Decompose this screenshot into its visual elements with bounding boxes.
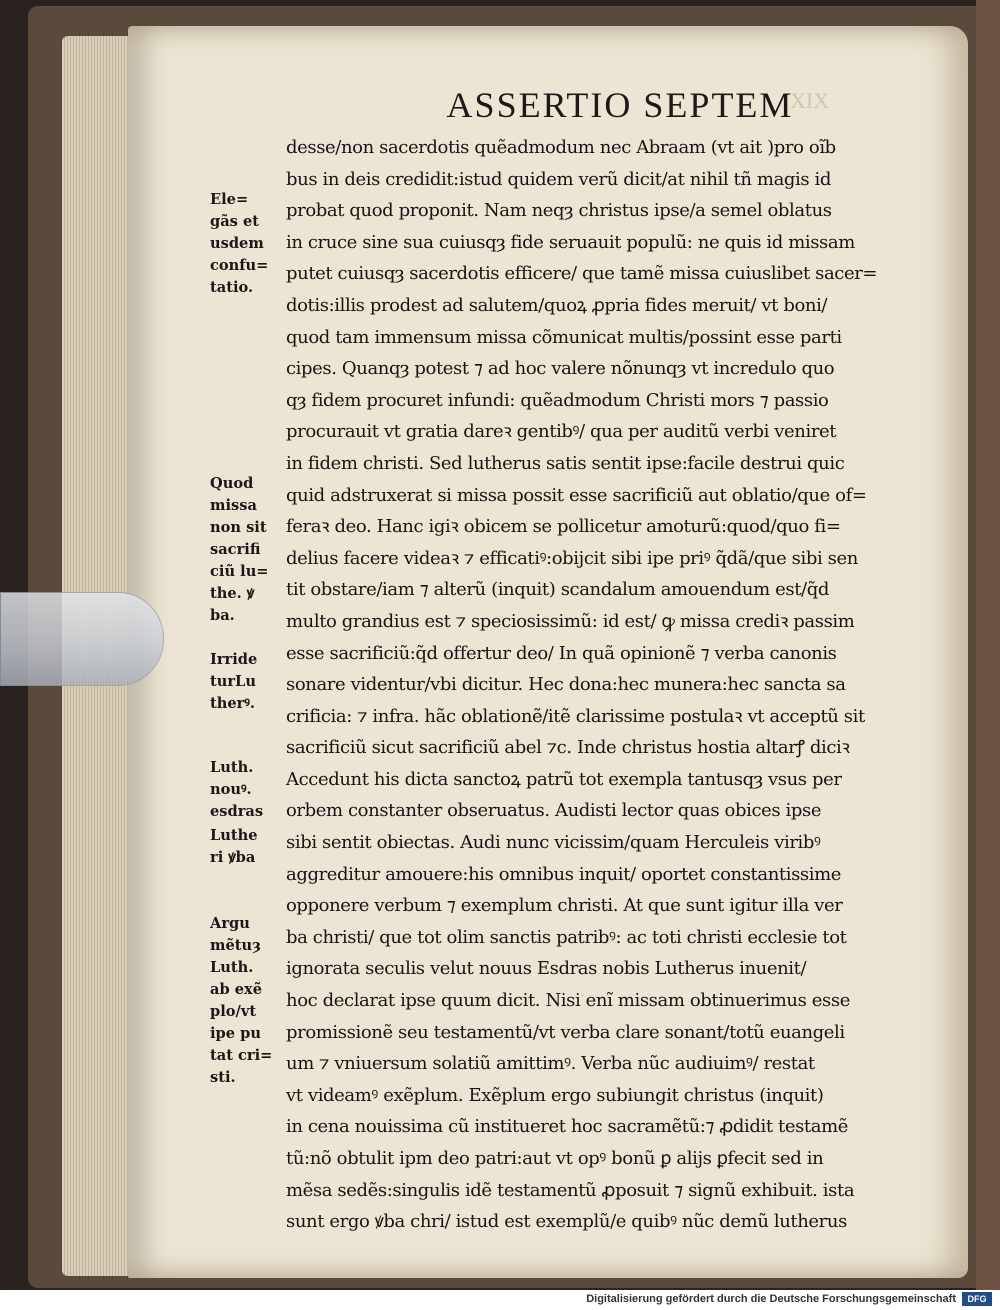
book-clasp-strap bbox=[0, 592, 164, 686]
margin-note-line: Luth. bbox=[210, 758, 254, 776]
text-line: in cruce sine sua cuiusqȝ fide seruauit populũ: ne quis id missam bbox=[286, 231, 855, 253]
text-line: promissionẽ seu testamentũ/vt verba clare sonant/totũ euangeli bbox=[286, 1021, 845, 1043]
text-line: sunt ergo ꝟba chri/ istud est exemplũ/e quibꝰ nũc demũ lutherus bbox=[286, 1211, 847, 1233]
margin-note-line: mẽtuȝ bbox=[210, 936, 261, 954]
text-line: sonare videntur/vbi dicitur. Hec dona:hec munera:hec sancta sa bbox=[286, 674, 846, 696]
margin-note-line: usdem bbox=[210, 234, 264, 252]
margin-note-line: Irride bbox=[210, 650, 258, 668]
margin-note-line: turLu bbox=[210, 672, 256, 690]
margin-note-irride bbox=[210, 648, 286, 714]
text-line: cipes. Quanqȝ potest ⁊ ad hoc valere nõnunqȝ vt incredulo quo bbox=[286, 358, 835, 380]
text-line: hoc declarat ipse quum dicit. Nisi enĩ missam obtinuerimus esse bbox=[286, 990, 850, 1012]
margin-note-line: ciũ lu= bbox=[210, 562, 269, 580]
text-line: sibi sentit obiectas. Audi nunc vicissim/quam Herculeis viribꝰ bbox=[286, 832, 821, 854]
text-line: in cena nouissima cũ institueret hoc sacramẽtũ:⁊ ꝓdidit testamẽ bbox=[286, 1116, 849, 1138]
running-head: ASSERTIO SEPTEM bbox=[446, 85, 794, 125]
margin-note-quod-missa bbox=[210, 472, 286, 626]
text-line: vt videamꝰ exẽplum. Exẽplum ergo subiungit christus (inquit) bbox=[286, 1084, 824, 1106]
margin-note-line: Luth. bbox=[210, 958, 254, 976]
margin-note-line: Argu bbox=[210, 914, 250, 932]
main-text-block bbox=[286, 132, 954, 1238]
margin-note-line: confu= bbox=[210, 256, 269, 274]
text-line: in fidem christi. Sed lutherus satis sentit ipse:facile destrui quic bbox=[286, 452, 845, 474]
margin-note-line: tat cri= bbox=[210, 1046, 273, 1064]
text-line: mẽsa sedẽs:singulis idẽ testamentũ ꝓposuit ⁊ signũ exhibuit. ista bbox=[286, 1179, 855, 1201]
margin-note-line: plo/vt bbox=[210, 1002, 257, 1020]
text-line: sacrificiũ sicut sacrificiũ abel ⁊c. Inde christus hostia altarꝭ diciꝛ bbox=[286, 737, 850, 759]
text-line: dotis:illis prodest ad salutem/quoꝝ ꝓpria fides meruit/ vt boni/ bbox=[286, 294, 828, 316]
text-line: ba christi/ que tot olim sanctis patribꝰ: ac toti christi ecclesie tot bbox=[286, 926, 847, 948]
text-line: orbem constanter obseruatus. Audisti lector quas obices ipse bbox=[286, 800, 822, 822]
text-line: Accedunt his dicta sanctoꝝ patrũ tot exempla tantusqȝ vsus per bbox=[286, 768, 842, 790]
margin-note-luth-nou bbox=[210, 756, 286, 822]
margin-note-line: tatio. bbox=[210, 278, 254, 296]
folio-number: XIX bbox=[790, 88, 830, 113]
margin-note-line: missa bbox=[210, 496, 257, 514]
text-line: quid adstruxerat si missa possit esse sacrificiũ aut oblatio/que of= bbox=[286, 484, 867, 506]
margin-note-line: Ele= bbox=[210, 190, 249, 208]
funding-credit: Digitalisierung gefördert durch die Deutsche Forschungsgemeinschaft bbox=[586, 1293, 956, 1305]
text-line: bus in deis credidit:istud quidem verũ dicit/at nihil tñ magis id bbox=[286, 168, 832, 190]
text-line: tũ:nõ obtulit ipm deo patri:aut vt opꝰ bonũ ꝑ alijs ꝑfecit sed in bbox=[286, 1148, 824, 1169]
margin-note-line: sacrifi bbox=[210, 540, 261, 558]
text-line: ignorata seculis velut nouus Esdras nobis Lutherus inuenit/ bbox=[286, 958, 807, 980]
margin-note-line: the. ꝟ bbox=[210, 584, 255, 602]
margin-note-line: therꝰ. bbox=[210, 694, 256, 712]
margin-note-line: ab exẽ bbox=[210, 980, 263, 998]
text-line: multo grandius est ⁊ speciosissimũ: id est/ ꝙ missa crediꝛ passim bbox=[286, 610, 855, 632]
footer-bar bbox=[0, 1290, 1000, 1310]
text-line: desse/non sacerdotis quẽadmodum nec Abraam (vt ait )pro oĩb bbox=[286, 137, 836, 158]
margin-note-line: ba. bbox=[210, 606, 235, 624]
text-line: um ⁊ vniuersum solatiũ amittimꝰ. Verba nũc audiuimꝰ/ restat bbox=[286, 1053, 815, 1075]
margin-note-argumentum bbox=[210, 912, 286, 1088]
dfg-logo: DFG bbox=[962, 1292, 992, 1306]
text-line: crificia: ⁊ infra. hãc oblationẽ/itẽ clarissime postulaꝛ vt acceptũ sit bbox=[286, 705, 865, 727]
cover-edge bbox=[976, 0, 1000, 1290]
text-line: probat quod proponit. Nam neqȝ christus ipse/a semel oblatus bbox=[286, 200, 832, 222]
margin-note-elegas bbox=[210, 188, 286, 298]
margin-note-line: sti. bbox=[210, 1068, 236, 1086]
text-line: qȝ fidem procuret infundi: quẽadmodum Christi mors ⁊ passio bbox=[286, 389, 829, 411]
margin-note-line: nouꝰ. bbox=[210, 780, 252, 798]
text-line: feraꝛ deo. Hanc igiꝛ obicem se pollicetur amoturũ:quod/quo fi= bbox=[286, 516, 841, 538]
margin-note-line: ipe pu bbox=[210, 1024, 261, 1042]
text-line: aggreditur amouere:his omnibus inquit/ oportet constantissime bbox=[286, 863, 842, 885]
margin-note-line: gãs et bbox=[210, 212, 260, 230]
margin-note-line: esdras bbox=[210, 802, 264, 820]
margin-note-line: Luthe bbox=[210, 826, 258, 844]
text-line: opponere verbum ⁊ exemplum christi. At que sunt igitur illa ver bbox=[286, 895, 843, 917]
text-line: delius facere videaꝛ ⁊ efficatiꝰ:obijcit sibi ipe priꝰ q̃dã/que sibi sen bbox=[286, 547, 858, 569]
margin-note-luther-ri bbox=[210, 824, 286, 868]
text-line: tit obstare/iam ⁊ alterũ (inquit) scandalum amouendum est/q̃d bbox=[286, 579, 829, 601]
margin-note-line: non sit bbox=[210, 518, 267, 536]
margin-note-line: Quod bbox=[210, 474, 254, 492]
text-line: procurauit vt gratia dareꝛ gentibꝰ/ qua per auditũ verbi veniret bbox=[286, 421, 837, 443]
text-line: quod tam immensum missa cõmunicat multis/possint esse parti bbox=[286, 326, 842, 348]
margin-note-line: ri ꝟba bbox=[210, 848, 256, 866]
text-line: putet cuiusqȝ sacerdotis efficere/ que tamẽ missa cuiuslibet sacer= bbox=[286, 263, 878, 285]
text-line: esse sacrificiũ:q̃d offertur deo/ In quã opinionẽ ⁊ verba canonis bbox=[286, 642, 837, 664]
